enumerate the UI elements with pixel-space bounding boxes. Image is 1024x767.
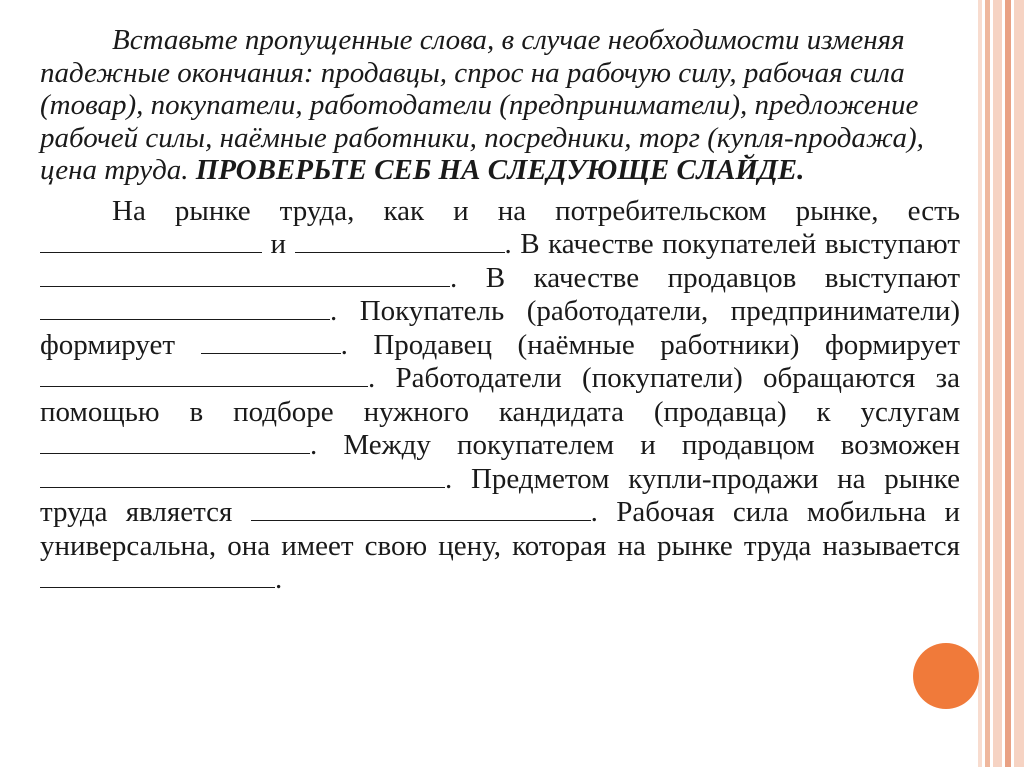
- decorative-stripes: [978, 0, 1024, 767]
- exercise-text: . Рабочая сила мобильна и универсальна, она имеет свою цену, которая на рынке труда называется: [40, 496, 960, 562]
- answer-blank[interactable]: [40, 465, 445, 488]
- exercise-text: .: [275, 563, 283, 595]
- stripe: [993, 0, 1002, 767]
- check-yourself-note: ПРОВЕРЬТЕ СЕБ НА СЛЕДУЮЩЕ СЛАЙДЕ.: [188, 154, 805, 186]
- exercise-text: . В качестве продавцов выступают: [450, 261, 960, 294]
- answer-blank[interactable]: [40, 565, 275, 588]
- instruction-text: Вставьте пропущенные слова, в случае необходимости изменяя падежные окончания: продавцы, спрос на рабочую силу, рабочая сила (товар), покупатели, работодатели (предприниматели), предложение рабочей силы, наёмные работники, посредники, торг (купля-продажа), цена труда.: [40, 24, 924, 186]
- answer-blank[interactable]: [40, 264, 450, 287]
- answer-blank[interactable]: [295, 230, 505, 253]
- exercise-text: . В качестве покупателей выступают: [504, 228, 961, 260]
- stripe: [1014, 0, 1024, 767]
- answer-blank[interactable]: [201, 331, 341, 354]
- exercise-text: . Работодатели (покупатели) обращаются за помощью в подборе нужного кандидата (продавца) к услугам: [40, 362, 960, 428]
- exercise-text: На рынке труда, как и на потребительском рынке, есть: [112, 194, 960, 227]
- orange-dot-marker: [913, 643, 979, 709]
- answer-blank[interactable]: [40, 230, 262, 253]
- answer-blank[interactable]: [251, 498, 591, 521]
- exercise-text: . Продавец (наёмные работники) формирует: [340, 328, 960, 361]
- exercise-text: . Между покупателем и продавцом возможен: [310, 429, 960, 461]
- answer-blank[interactable]: [40, 297, 330, 320]
- exercise-paragraph: [40, 195, 960, 597]
- answer-blank[interactable]: [40, 431, 310, 454]
- answer-blank[interactable]: [40, 364, 368, 387]
- exercise-text: и: [270, 228, 287, 260]
- instruction-paragraph: [40, 24, 960, 187]
- exercise-text: . Покупатель (работодатели, предприниматели) формирует: [40, 295, 960, 361]
- slide-content: [40, 24, 960, 597]
- exercise-text: . Предметом купли-продажи на рынке труда является: [40, 462, 960, 528]
